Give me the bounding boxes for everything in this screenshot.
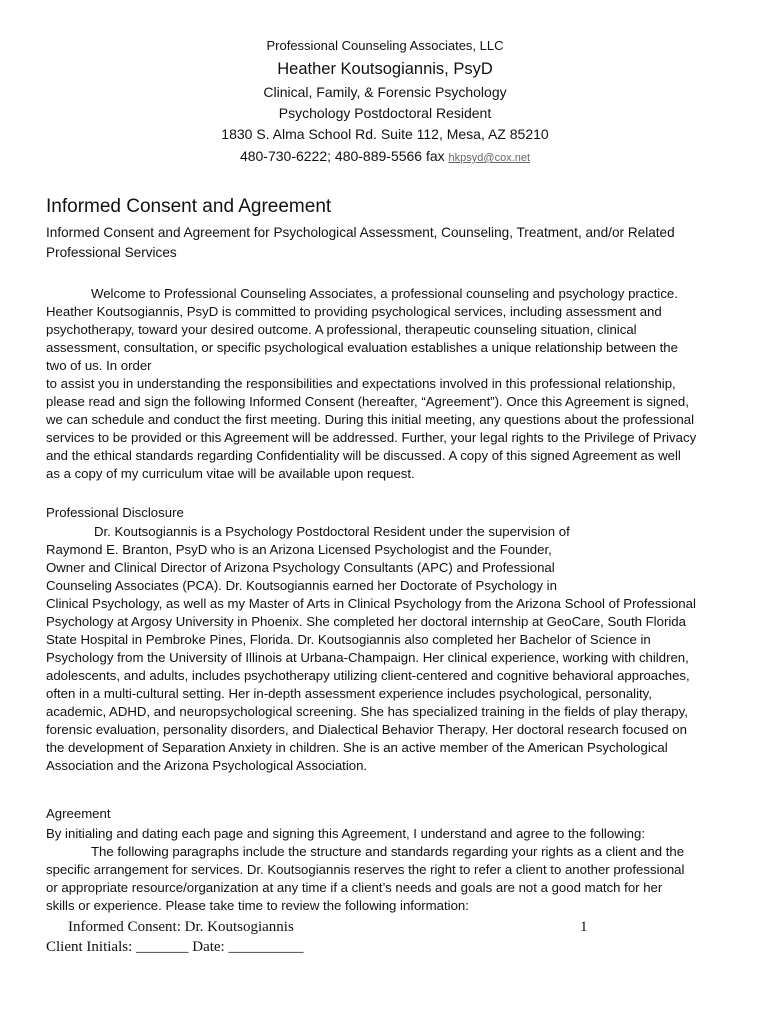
paragraph-line: please read and sign the following Informed Consent (hereafter, “Agreement”). Once this Agreement is signed, <box>46 394 689 409</box>
paragraph-line: Owner and Clinical Director of Arizona Psychology Consultants (APC) and Professional <box>46 560 555 575</box>
practitioner-name: Heather Koutsogiannis, PsyD <box>277 60 493 78</box>
paragraph-line: or appropriate resource/organization at any time if a client’s needs and goals are not a good match for her <box>46 880 663 895</box>
phone: 480-730-6222; 480-889-5566 fax <box>239 148 445 164</box>
subtitle-line: Professional Services <box>46 245 177 260</box>
document-title: Informed Consent and Agreement <box>46 196 332 217</box>
email-link[interactable]: hkpsyd@cox.net <box>448 152 531 164</box>
paragraph-line: adolescents, and adults, includes psychotherapy utilizing client-centered and cognitive behavioral approaches, <box>46 668 690 683</box>
paragraph-line: Raymond E. Branton, PsyD who is an Arizona Licensed Psychologist and the Founder, <box>46 542 552 557</box>
page-number: 1 <box>580 919 588 935</box>
paragraph-line: State Hospital in Pembroke Pines, Florida. Dr. Koutsogiannis also completed her Bachelor of Science in <box>46 632 651 647</box>
paragraph-line: The following paragraphs include the structure and standards regarding your rights as a client and the <box>91 844 685 859</box>
paragraph-line: Association and the Arizona Psychological Association. <box>46 758 368 773</box>
disclosure-paragraph <box>46 523 696 775</box>
address: 1830 S. Alma School Rd. Suite 112, Mesa, AZ 85210 <box>221 126 549 142</box>
contact-line <box>0 148 770 164</box>
paragraph-line: Counseling Associates (PCA). Dr. Koutsogiannis earned her Doctorate of Psychology in <box>46 578 557 593</box>
footer-label: Informed Consent: Dr. Koutsogiannis <box>68 919 294 935</box>
paragraph-line: Welcome to Professional Counseling Associates, a professional counseling and psychology practice. <box>91 286 678 301</box>
paragraph-line: academic, ADHD, and neuropsychological screening. She has specialized training in the fields of play therapy, <box>46 704 688 719</box>
paragraph-line: assessment, consultation, or specific psychological evaluation establishes a unique relationship between the <box>46 340 678 355</box>
paragraph-line: forensic evaluation, personality disorders, and Dialectical Behavior Therapy. Her doctoral research focused on <box>46 722 687 737</box>
client-initials-line: Client Initials: _______ Date: __________ <box>46 939 304 955</box>
document-subtitle <box>46 223 675 263</box>
paragraph-line: services to be provided or this Agreement will be addressed. Further, your legal rights to the Privilege of Privacy <box>46 430 697 445</box>
paragraph-line: the development of Separation Anxiety in children. She is an active member of the American Psychological <box>46 740 668 755</box>
paragraph-line: often in a multi-cultural setting. Her in-depth assessment experience includes psychological, personality, <box>46 686 652 701</box>
paragraph-line: Heather Koutsogiannis, PsyD is committed to providing psychological services, including assessment and <box>46 304 662 319</box>
paragraph-line: two of us. In order <box>46 358 152 373</box>
specialty: Clinical, Family, & Forensic Psychology <box>263 84 507 100</box>
paragraph-line: skills or experience. Please take time to review the following information: <box>46 898 469 913</box>
agreement-paragraph <box>46 825 684 915</box>
position: Psychology Postdoctoral Resident <box>278 105 492 121</box>
disclosure-heading: Professional Disclosure <box>46 505 184 520</box>
paragraph-line: psychotherapy, toward your desired outcome. A professional, therapeutic counseling situation, clinical <box>46 322 637 337</box>
paragraph-line: By initialing and dating each page and signing this Agreement, I understand and agree to the following: <box>46 826 645 841</box>
agreement-heading: Agreement <box>46 806 111 821</box>
paragraph-line: Psychology at Argosy University in Phoenix. She completed her doctoral internship at GeoCare, South Florida <box>46 614 686 629</box>
paragraph-line: Dr. Koutsogiannis is a Psychology Postdoctoral Resident under the supervision of <box>94 524 570 539</box>
paragraph-line: Clinical Psychology, as well as my Master of Arts in Clinical Psychology from the Arizona School of Professional <box>46 596 696 611</box>
paragraph-line: to assist you in understanding the responsibilities and expectations involved in this professional relationship, <box>46 376 676 391</box>
paragraph-line: and the ethical standards regarding Confidentiality will be discussed. A copy of this signed Agreement as well <box>46 448 681 463</box>
subtitle-line: Informed Consent and Agreement for Psychological Assessment, Counseling, Treatment, and/or Related <box>46 225 675 240</box>
welcome-paragraph <box>46 285 696 483</box>
paragraph-line: Psychology from the University of Illinois at Urbana-Champaign. Her clinical experience, working with children, <box>46 650 689 665</box>
paragraph-line: we can schedule and conduct the first meeting. During this initial meeting, any questions about the professional <box>46 412 695 427</box>
org-name: Professional Counseling Associates, LLC <box>266 38 504 53</box>
paragraph-line: specific arrangement for services. Dr. Koutsogiannis reserves the right to refer a client to another professional <box>46 862 685 877</box>
paragraph-line: as a copy of my curriculum vitae will be available upon request. <box>46 466 415 481</box>
